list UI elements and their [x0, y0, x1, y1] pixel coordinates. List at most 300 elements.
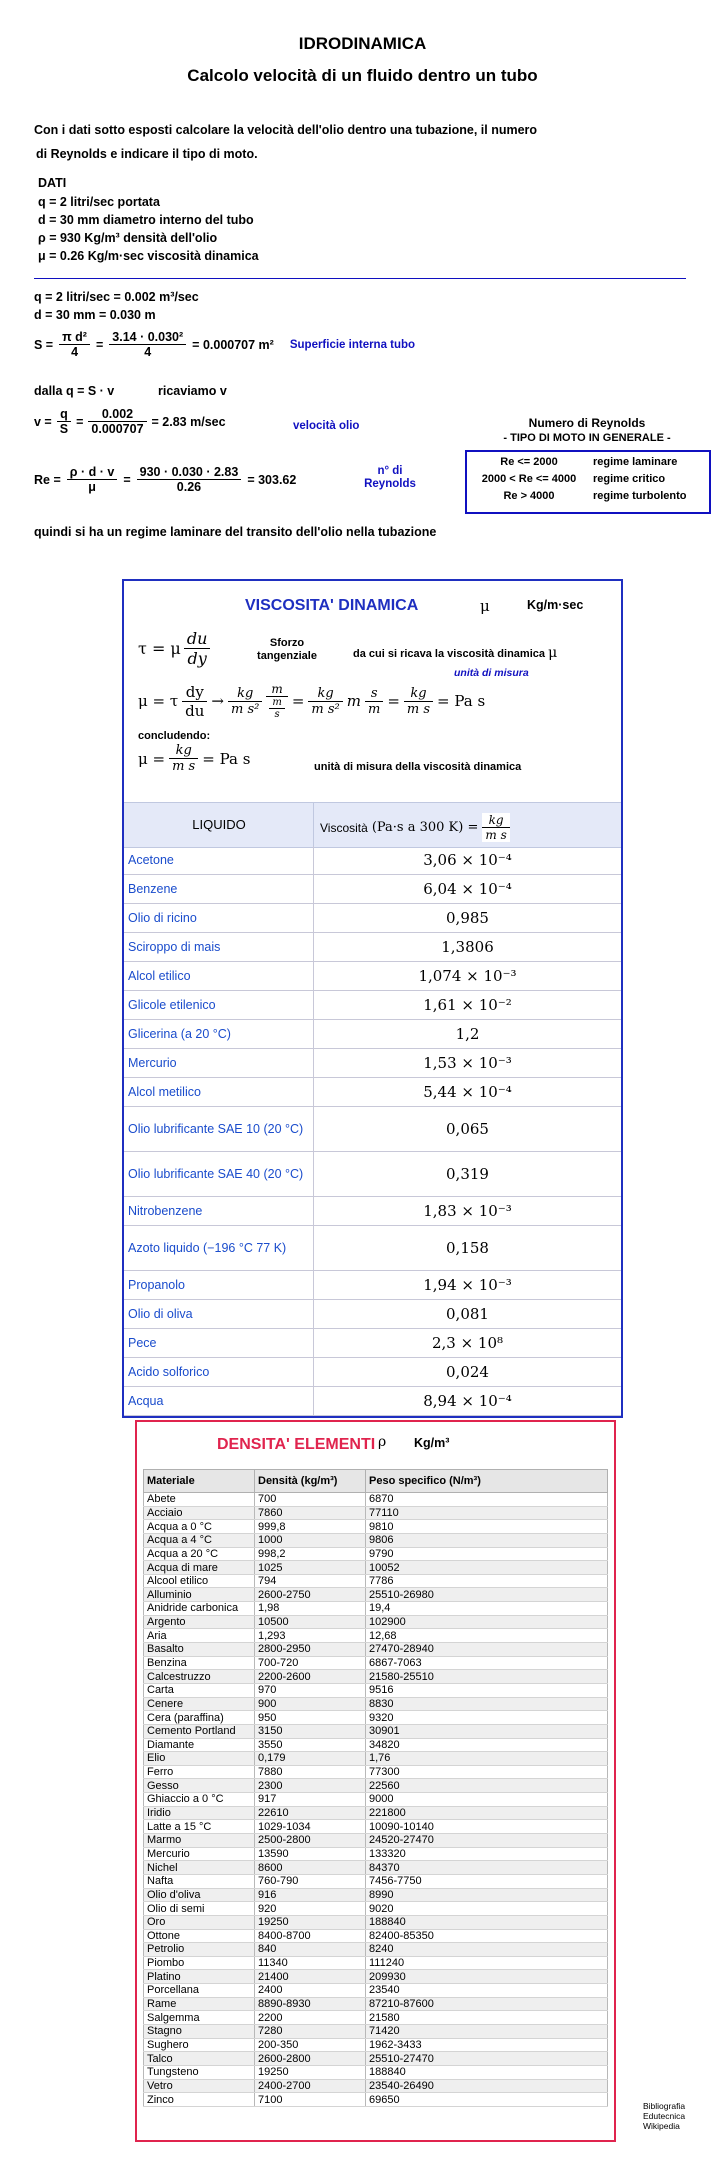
table-row — [144, 1520, 608, 1534]
liquid-name[interactable]: Glicerina (a 20 °C) — [124, 1020, 314, 1049]
viscosity-panel — [122, 579, 623, 1418]
frac-ms3: m s — [406, 701, 431, 717]
reynolds-row — [467, 456, 707, 471]
table-row — [144, 1793, 608, 1807]
specific-weight-value: 27470-28940 — [366, 1643, 608, 1657]
dati-list — [38, 193, 259, 265]
material-name: Vetro — [144, 2079, 255, 2093]
density-value: 2600-2750 — [255, 1588, 366, 1602]
mu-final-formula — [138, 743, 250, 774]
v-num-1: q — [57, 407, 71, 422]
density-value: 19250 — [255, 1915, 366, 1929]
liquid-name[interactable]: Olio di oliva — [124, 1300, 314, 1329]
material-name: Acciaio — [144, 1506, 255, 1520]
material-name: Acqua a 4 °C — [144, 1533, 255, 1547]
s-den-2: 4 — [144, 345, 152, 359]
density-value: 21400 — [255, 1970, 366, 1984]
reynolds-row — [467, 473, 707, 488]
material-name: Olio di semi — [144, 1902, 255, 1916]
re-fraction-1 — [67, 465, 118, 494]
table-row — [124, 1020, 621, 1049]
specific-weight-value: 9790 — [366, 1547, 608, 1561]
frac-m2: m — [269, 697, 284, 709]
viscosity-value: 0,158 — [314, 1226, 622, 1271]
mu-final-lhs: μ = — [138, 749, 166, 768]
reynolds-cond: 2000 < Re <= 4000 — [481, 473, 577, 485]
material-name: Alluminio — [144, 1588, 255, 1602]
reynolds-label: regime critico — [593, 473, 666, 485]
liquid-name[interactable]: Glicole etilenico — [124, 991, 314, 1020]
specific-weight-value: 1962-3433 — [366, 2038, 608, 2052]
table-row — [144, 1561, 608, 1575]
density-value: 1,293 — [255, 1629, 366, 1643]
sforzo-label — [242, 637, 332, 663]
table-row — [124, 904, 621, 933]
material-name: Argento — [144, 1615, 255, 1629]
table-row — [144, 1929, 608, 1943]
frac-ms2b: m s² — [311, 701, 340, 717]
table-row — [144, 1820, 608, 1834]
viscosity-unit: Kg/m·sec — [527, 598, 584, 612]
specific-weight-value: 221800 — [366, 1806, 608, 1820]
viscosity-value: 1,94 × 10⁻³ — [314, 1271, 622, 1300]
sforzo-1: Sforzo — [269, 637, 305, 649]
density-value: 2400-2700 — [255, 2079, 366, 2093]
col-visc-a: Viscosità — [320, 820, 368, 835]
frac-s: s — [274, 709, 280, 720]
density-value: 7860 — [255, 1506, 366, 1520]
re-note-1: n° di — [377, 465, 403, 477]
sforzo-2: tangenziale — [257, 650, 317, 662]
liquid-name[interactable]: Olio lubrificante SAE 40 (20 °C) — [124, 1152, 314, 1197]
material-name: Iridio — [144, 1806, 255, 1820]
problem-text-2 — [36, 147, 258, 161]
table-row — [144, 1493, 608, 1507]
re-lhs: Re = — [34, 472, 61, 487]
reynolds-formula — [34, 465, 296, 494]
table-row — [144, 1997, 608, 2011]
divider — [34, 278, 686, 279]
density-unit: Kg/m³ — [414, 1436, 450, 1450]
specific-weight-value: 7456-7750 — [366, 1874, 608, 1888]
re-note — [355, 465, 425, 491]
table-row — [124, 933, 621, 962]
re-num-1: ρ · d · v — [67, 465, 118, 480]
table-row — [124, 1329, 621, 1358]
velocity-formula — [34, 407, 226, 436]
table-row — [124, 1152, 621, 1197]
col-visc-b: (Pa·s a 300 K) = — [371, 820, 479, 835]
specific-weight-value: 9806 — [366, 1533, 608, 1547]
viscosity-value: 1,3806 — [314, 933, 622, 962]
table-row — [124, 846, 621, 875]
table-row — [144, 1984, 608, 1998]
material-name: Ferro — [144, 1765, 255, 1779]
problem-line-2c: indicare il tipo di moto. — [120, 147, 258, 161]
eq-1: = — [291, 692, 305, 710]
density-value: 200-350 — [255, 2038, 366, 2052]
density-value: 2200 — [255, 2011, 366, 2025]
specific-weight-value: 6870 — [366, 1493, 608, 1507]
s-fraction-1 — [59, 330, 90, 359]
specific-weight-value: 19,4 — [366, 1602, 608, 1616]
specific-weight-value: 10090-10140 — [366, 1820, 608, 1834]
s-result: = 0.000707 m² — [192, 337, 274, 352]
table-row — [144, 1533, 608, 1547]
specific-weight-value: 77300 — [366, 1765, 608, 1779]
table-row — [144, 2024, 608, 2038]
table-row — [144, 1779, 608, 1793]
viscosity-value: 0,319 — [314, 1152, 622, 1197]
density-value: 760-790 — [255, 1874, 366, 1888]
specific-weight-value: 1,76 — [366, 1752, 608, 1766]
conclusion-text: quindi si ha un regime laminare del transito dell'olio nella tubazione — [34, 525, 437, 539]
col-unit-fraction — [482, 813, 509, 842]
re-note-2: Reynolds — [364, 478, 416, 490]
frac-du: du — [184, 629, 211, 649]
liquid-name[interactable]: Olio di ricino — [124, 904, 314, 933]
material-name: Abete — [144, 1493, 255, 1507]
tau-formula — [138, 629, 210, 668]
page-subtitle: Calcolo velocità di un fluido dentro un tubo — [187, 66, 538, 85]
v-result: = 2.83 m/sec — [151, 414, 226, 429]
specific-weight-value: 84370 — [366, 1861, 608, 1875]
kg-ms-fraction — [404, 686, 433, 717]
dati-item: d = 30 mm diametro interno del tubo — [38, 213, 254, 227]
table-row — [124, 991, 621, 1020]
density-value: 2400 — [255, 1984, 366, 1998]
col-divider — [313, 803, 314, 847]
table-row — [144, 1697, 608, 1711]
frac-dy: dy — [187, 649, 207, 668]
table-row — [144, 2079, 608, 2093]
density-value: 8890-8930 — [255, 1997, 366, 2011]
problem-line-1a: Con i dati sotto esposti calcolare la velocità dell'olio dentro una tubazione — [34, 123, 474, 137]
s-lhs: S = — [34, 337, 54, 352]
density-value: 916 — [255, 1888, 366, 1902]
pas-2: = Pa s — [202, 749, 251, 768]
specific-weight-value: 25510-27470 — [366, 2052, 608, 2066]
density-table — [143, 1469, 608, 2107]
specific-weight-value: 30901 — [366, 1724, 608, 1738]
density-value: 2800-2950 — [255, 1643, 366, 1657]
density-value: 700-720 — [255, 1656, 366, 1670]
density-value: 1025 — [255, 1561, 366, 1575]
specific-weight-value: 9320 — [366, 1711, 608, 1725]
liquid-name[interactable]: Alcol metilico — [124, 1078, 314, 1107]
table-row — [144, 1738, 608, 1752]
material-name: Platino — [144, 1970, 255, 1984]
surface-formula — [34, 330, 415, 359]
density-value: 999,8 — [255, 1520, 366, 1534]
problem-text — [34, 123, 537, 137]
specific-weight-value: 22560 — [366, 1779, 608, 1793]
table-row — [144, 1943, 608, 1957]
table-row — [144, 2038, 608, 2052]
specific-weight-value: 34820 — [366, 1738, 608, 1752]
material-name: Benzina — [144, 1656, 255, 1670]
density-col-density: Densità (kg/m³) — [255, 1470, 366, 1493]
problem-line-2a: di Reynolds — [36, 147, 107, 161]
s-eq: = — [95, 337, 104, 352]
density-title: DENSITA' ELEMENTI — [217, 1436, 376, 1453]
liquid-name[interactable]: Pece — [124, 1329, 314, 1358]
frac-ms4: m s — [172, 759, 196, 774]
density-value: 3550 — [255, 1738, 366, 1752]
table-row — [144, 1670, 608, 1684]
specific-weight-value: 7786 — [366, 1574, 608, 1588]
viscosity-value: 1,53 × 10⁻³ — [314, 1049, 622, 1078]
liquid-name[interactable]: Acido solforico — [124, 1358, 314, 1387]
table-row — [144, 1834, 608, 1848]
liquid-name[interactable]: Azoto liquido (−196 °C 77 K) — [124, 1226, 314, 1271]
table-row — [144, 2093, 608, 2107]
specific-weight-value: 8830 — [366, 1697, 608, 1711]
re-result: = 303.62 — [247, 472, 297, 487]
specific-weight-value: 24520-27470 — [366, 1834, 608, 1848]
dati-label: DATI — [38, 176, 67, 190]
liquid-name[interactable]: Sciroppo di mais — [124, 933, 314, 962]
frac-s2: s — [365, 686, 383, 702]
unita-label: unità di misura — [454, 667, 529, 679]
kg-ms2-fraction-2 — [308, 686, 342, 717]
viscosity-value: 3,06 × 10⁻⁴ — [314, 846, 622, 875]
material-name: Gesso — [144, 1779, 255, 1793]
table-row — [124, 1358, 621, 1387]
page-title: IDRODINAMICA — [298, 34, 427, 53]
liquid-name[interactable]: Benzene — [124, 875, 314, 904]
material-name: Cenere — [144, 1697, 255, 1711]
density-value: 10500 — [255, 1615, 366, 1629]
specific-weight-value: 9000 — [366, 1793, 608, 1807]
tau-lhs: τ = μ — [138, 639, 181, 658]
viscosity-value: 1,61 × 10⁻² — [314, 991, 622, 1020]
v-den-1: S — [59, 422, 69, 436]
liquid-name[interactable]: Nitrobenzene — [124, 1197, 314, 1226]
density-value: 950 — [255, 1711, 366, 1725]
reynolds-label: regime laminare — [593, 456, 678, 468]
density-value: 700 — [255, 1493, 366, 1507]
table-row — [144, 1643, 608, 1657]
problem-line-2b: e — [110, 147, 118, 161]
density-value: 2300 — [255, 1779, 366, 1793]
material-name: Rame — [144, 1997, 255, 2011]
specific-weight-value: 8240 — [366, 1943, 608, 1957]
mu-eq: μ = τ — [138, 692, 179, 710]
mult-m: m — [346, 692, 361, 710]
table-row — [144, 1847, 608, 1861]
viscosity-value: 8,94 × 10⁻⁴ — [314, 1387, 622, 1416]
du-dy-fraction — [184, 629, 211, 668]
frac-du2: du — [185, 701, 205, 720]
viscosity-title: VISCOSITA' DINAMICA — [245, 597, 419, 614]
material-name: Latte a 15 °C — [144, 1820, 255, 1834]
specific-weight-value: 6867-7063 — [366, 1656, 608, 1670]
specific-weight-value: 12,68 — [366, 1629, 608, 1643]
frac-kg2: kg — [308, 686, 342, 702]
viscosity-value: 0,024 — [314, 1358, 622, 1387]
density-value: 917 — [255, 1793, 366, 1807]
frac-kg: kg — [228, 686, 262, 702]
liquid-name[interactable]: Propanolo — [124, 1271, 314, 1300]
specific-weight-value: 8990 — [366, 1888, 608, 1902]
material-name: Petrolio — [144, 1943, 255, 1957]
re-den-1: μ — [88, 480, 96, 494]
table-row — [144, 1656, 608, 1670]
liquid-name[interactable]: Acetone — [124, 846, 314, 875]
concludendo-label: concludendo: — [138, 730, 211, 742]
table-row — [124, 1078, 621, 1107]
ricava-label: da cui si ricava la viscosità dinamica — [353, 648, 545, 660]
v-den-2: 0.000707 — [91, 422, 144, 436]
material-name: Ghiaccio a 0 °C — [144, 1793, 255, 1807]
table-row — [144, 1711, 608, 1725]
table-row — [144, 1956, 608, 1970]
density-col-material: Materiale — [144, 1470, 255, 1493]
reynolds-label: regime turbolento — [593, 490, 687, 502]
frac-m: m — [266, 682, 287, 697]
density-value: 7880 — [255, 1765, 366, 1779]
material-name: Diamante — [144, 1738, 255, 1752]
viscosity-value: 2,3 × 10⁸ — [314, 1329, 622, 1358]
s-den-1: 4 — [71, 345, 79, 359]
density-value: 8600 — [255, 1861, 366, 1875]
density-value: 11340 — [255, 1956, 366, 1970]
kg-ms-fraction-2 — [169, 743, 198, 774]
material-name: Cera (paraffina) — [144, 1711, 255, 1725]
density-value: 920 — [255, 1902, 366, 1916]
specific-weight-value: 111240 — [366, 1956, 608, 1970]
material-name: Anidride carbonica — [144, 1602, 255, 1616]
col-viscosity — [320, 813, 510, 842]
liquid-name[interactable]: Mercurio — [124, 1049, 314, 1078]
table-row — [144, 1602, 608, 1616]
table-row — [144, 1506, 608, 1520]
v-fraction-2 — [88, 407, 146, 436]
table-row — [144, 1574, 608, 1588]
density-value: 1000 — [255, 1533, 366, 1547]
material-name: Mercurio — [144, 1847, 255, 1861]
table-row — [124, 1107, 621, 1152]
calc-d-line: d = 30 mm = 0.030 m — [34, 308, 156, 322]
dati-item: q = 2 litri/sec portata — [38, 195, 160, 209]
table-row — [124, 875, 621, 904]
eq-2: = — [387, 692, 400, 710]
table-row — [144, 1902, 608, 1916]
material-name: Alcool etilico — [144, 1574, 255, 1588]
material-name: Aria — [144, 1629, 255, 1643]
table-row — [144, 1861, 608, 1875]
specific-weight-value: 69650 — [366, 2093, 608, 2107]
viscosity-value: 1,83 × 10⁻³ — [314, 1197, 622, 1226]
specific-weight-value: 10052 — [366, 1561, 608, 1575]
table-row — [124, 1271, 621, 1300]
specific-weight-value: 23540 — [366, 1984, 608, 1998]
viscosity-table-header — [124, 802, 621, 848]
specific-weight-value: 9516 — [366, 1683, 608, 1697]
table-row — [124, 1300, 621, 1329]
table-row — [124, 1387, 621, 1416]
density-panel — [135, 1420, 616, 2142]
liquid-name[interactable]: Olio lubrificante SAE 10 (20 °C) — [124, 1107, 314, 1152]
density-value: 19250 — [255, 2065, 366, 2079]
material-name: Nichel — [144, 1861, 255, 1875]
frac-dy2: dy — [182, 683, 207, 702]
frac-ms2: m s² — [231, 701, 260, 717]
material-name: Marmo — [144, 1834, 255, 1848]
viscosity-value: 5,44 × 10⁻⁴ — [314, 1078, 622, 1107]
density-value: 7100 — [255, 2093, 366, 2107]
reynolds-row — [467, 490, 707, 505]
material-name: Acqua di mare — [144, 1561, 255, 1575]
ricava-mu: μ — [548, 645, 558, 661]
density-value: 7280 — [255, 2024, 366, 2038]
re-fraction-2 — [137, 465, 242, 494]
table-row — [144, 1724, 608, 1738]
density-value: 970 — [255, 1683, 366, 1697]
table-row — [144, 1547, 608, 1561]
bibliography — [643, 2101, 685, 2131]
material-name: Ottone — [144, 1929, 255, 1943]
re-den-2: 0.26 — [176, 480, 202, 494]
kg-ms2-fraction — [228, 686, 262, 717]
density-value: 13590 — [255, 1847, 366, 1861]
ricaviamo-text: ricaviamo v — [158, 384, 227, 398]
col-unit-num: kg — [482, 813, 509, 828]
liquid-name[interactable]: Alcol etilico — [124, 962, 314, 991]
material-name: Calcestruzzo — [144, 1670, 255, 1684]
reynolds-legend — [465, 450, 711, 514]
s-fraction-2 — [109, 330, 186, 359]
viscosity-value: 1,074 × 10⁻³ — [314, 962, 622, 991]
table-row — [144, 1970, 608, 1984]
frac-m3: m — [367, 701, 381, 717]
dalla-text: dalla q = S · v — [34, 384, 115, 398]
material-name: Cemento Portland — [144, 1724, 255, 1738]
pas-1: = Pa s — [437, 692, 486, 710]
table-row — [144, 1915, 608, 1929]
density-col-weight: Peso specifico (N/m³) — [366, 1470, 608, 1493]
material-name: Acqua a 0 °C — [144, 1520, 255, 1534]
s-note: Superficie interna tubo — [289, 338, 416, 351]
table-row — [124, 1226, 621, 1271]
material-name: Salgemma — [144, 2011, 255, 2025]
specific-weight-value: 9020 — [366, 1902, 608, 1916]
re-num-2: 930 · 0.030 · 2.83 — [137, 465, 242, 480]
table-row — [124, 1197, 621, 1226]
specific-weight-value: 9810 — [366, 1520, 608, 1534]
table-row — [144, 2052, 608, 2066]
mu-derivation — [138, 682, 485, 720]
table-row — [144, 1629, 608, 1643]
specific-weight-value: 25510-26980 — [366, 1588, 608, 1602]
table-row — [124, 962, 621, 991]
reynolds-subtitle: - TIPO DI MOTO IN GENERALE - — [503, 432, 671, 444]
density-value: 2500-2800 — [255, 1834, 366, 1848]
density-header-row — [144, 1470, 608, 1493]
material-name: Acqua a 20 °C — [144, 1547, 255, 1561]
table-row — [144, 1806, 608, 1820]
arrow: → — [211, 692, 224, 710]
bibliography-line: Wikipedia — [643, 2121, 680, 2131]
s-m-fraction — [365, 686, 383, 717]
density-value: 794 — [255, 1574, 366, 1588]
material-name: Elio — [144, 1752, 255, 1766]
frac-m-over-s — [266, 697, 287, 720]
liquid-name[interactable]: Acqua — [124, 1387, 314, 1416]
material-name: Porcellana — [144, 1984, 255, 1998]
density-value: 2600-2800 — [255, 2052, 366, 2066]
